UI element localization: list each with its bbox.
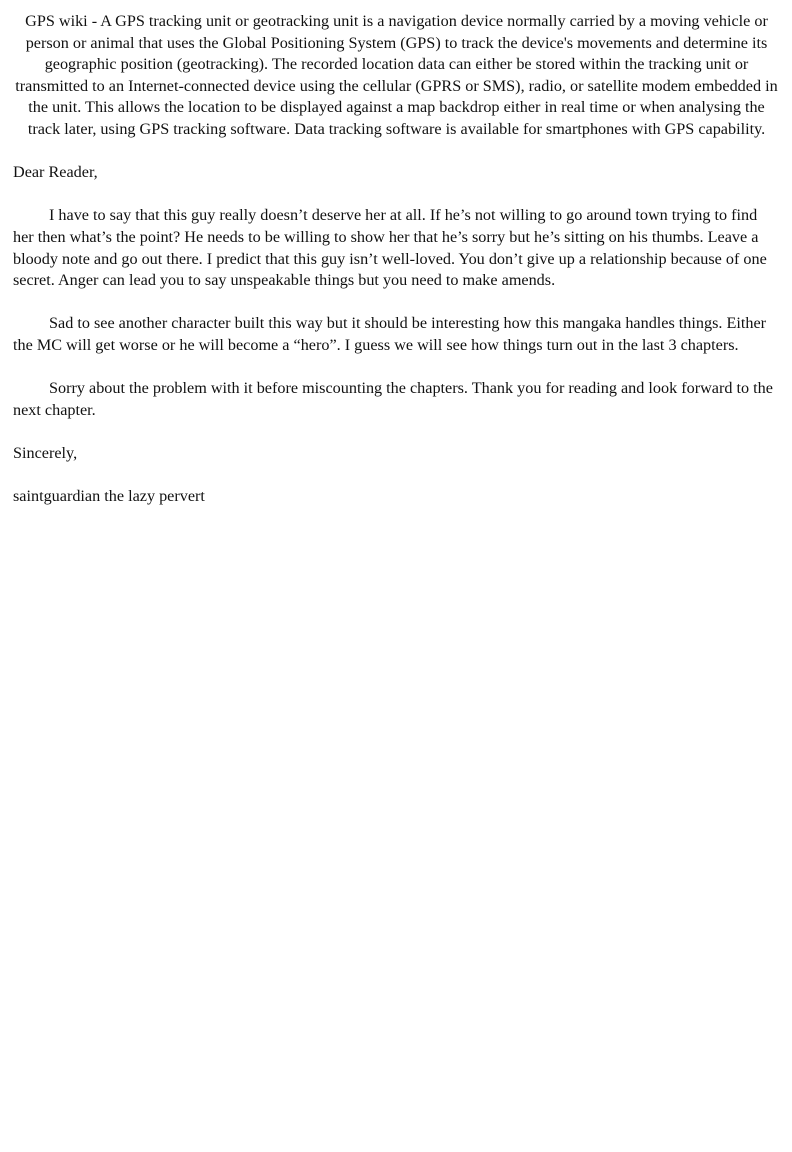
intro-term: GPS wiki - <box>25 12 101 30</box>
letter-closing: Sincerely, <box>13 443 78 462</box>
intro-text: A GPS tracking unit or geotracking unit is a navigation device normally carried by a moving vehicle or person or animal that uses the Global Positioning System (GPS) to track the device's movements and determine its geographic position (geotracking). The recorded location data can either be stored within the tracking unit or transmitted to an Internet-connected device using the cellular (GPRS or SMS), radio, or satellite modem embedded in the unit. This allows the location to be displayed against a map backdrop either in real time or when analysing the track later, using GPS tracking software. Data tracking software is available for smartphones with GPS capability. <box>15 12 778 138</box>
gps-wiki-intro <box>13 11 780 141</box>
letter-paragraph-1: I have to say that this guy really doesn’t deserve her at all. If he’s not willing to go around town trying to find her then what’s the point? He needs to be willing to show her that he’s sorry but he’s sitting on his thumbs. Leave a bloody note and go out there. I predict that this guy isn’t well-loved. You don’t give up a relationship because of one secret. Anger can lead you to say unspeakable things but you need to make amends. <box>13 206 767 290</box>
document-page <box>13 11 780 529</box>
letter-signature: saintguardian the lazy pervert <box>13 487 205 506</box>
letter-greeting: Dear Reader, <box>13 163 98 182</box>
letter-paragraph-3: Sorry about the problem with it before miscounting the chapters. Thank you for reading and look forward to the next chapter. <box>13 379 773 419</box>
letter-paragraph-2: Sad to see another character built this way but it should be interesting how this mangaka handles things. Either the MC will get worse or he will become a “hero”. I guess we will see how things turn out in the last 3 chapters. <box>13 314 767 354</box>
